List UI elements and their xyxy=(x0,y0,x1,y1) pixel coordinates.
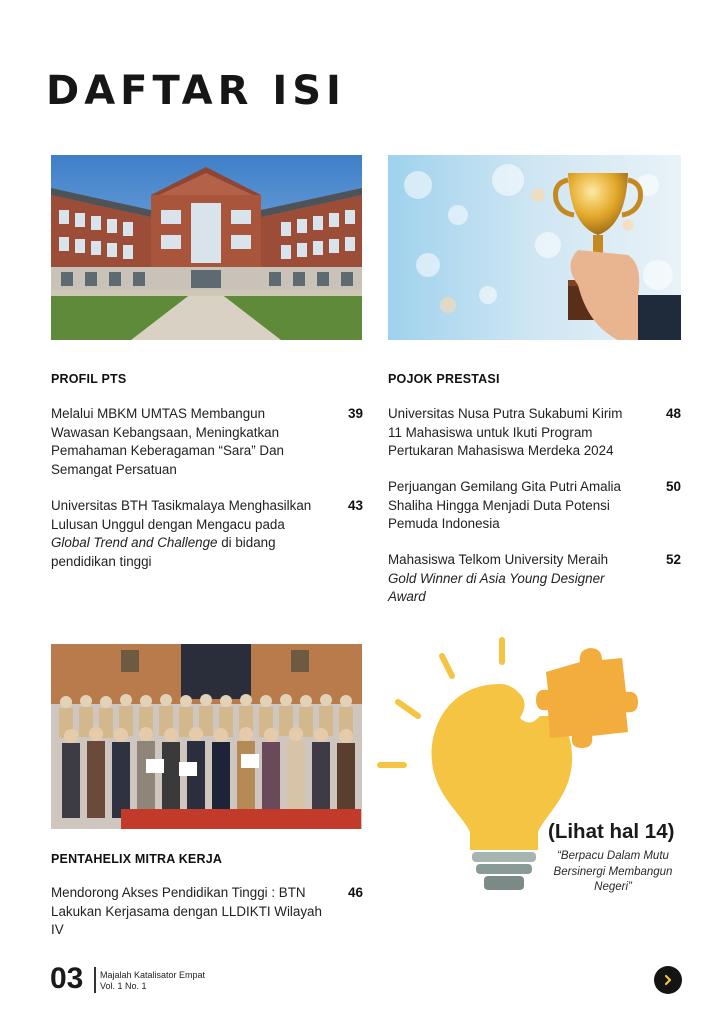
footer-divider xyxy=(94,967,96,993)
toc-entry-page: 48 xyxy=(665,406,681,421)
toc-entry-title: Mendorong Akses Pendidikan Tinggi : BTN Lakukan Kerjasama dengan LLDIKTI Wilayah IV xyxy=(51,885,322,937)
toc-entry-page: 43 xyxy=(347,498,363,513)
magazine-volume: Vol. 1 No. 1 xyxy=(100,981,147,991)
toc-entry-title: Universitas Nusa Putra Sukabumi Kirim 11 Mahasiswa untuk Ikuti Program Pertukaran Mahasiswa Merdeka 2024 xyxy=(388,406,623,458)
section-label-pentahelix: PENTAHELIX MITRA KERJA xyxy=(51,852,223,866)
toc-entry-title: Melalui MBKM UMTAS Membangun Wawasan Kebangsaan, Meningkatkan Pemahaman Keberagaman “Sara” Dan Semangat Persatuan xyxy=(51,406,284,477)
next-page-button[interactable] xyxy=(654,966,682,994)
toc-entry-page: 52 xyxy=(665,552,681,567)
toc-entry[interactable] xyxy=(388,478,681,534)
toc-entry-title: Perjuangan Gemilang Gita Putri Amalia Shaliha Hingga Menjadi Duta Potensi Pemuda Indonesia xyxy=(388,479,621,531)
group-photo xyxy=(51,644,362,829)
toc-entry-page: 46 xyxy=(347,885,363,900)
motto-quote: “Berpacu Dalam Mutu Bersinergi Membangun Negeri” xyxy=(553,850,673,893)
toc-entry-title-italic: Gold Winner di Asia Young Designer Award xyxy=(388,570,605,604)
toc-entry[interactable] xyxy=(51,405,363,479)
page-number: 03 xyxy=(50,962,84,995)
toc-entry[interactable] xyxy=(51,497,363,571)
toc-entry-title-italic: Global Trend and Challenge xyxy=(51,535,218,550)
page-title: DAFTAR ISI xyxy=(46,68,346,114)
toc-entry-page: 39 xyxy=(347,406,363,421)
section-label-pojok-prestasi: POJOK PRESTASI xyxy=(388,372,500,386)
toc-entry-title-part: di bidang pendidikan tinggi xyxy=(51,535,276,569)
university-building-photo xyxy=(51,155,362,340)
toc-entry[interactable] xyxy=(51,884,363,940)
see-page-callout: (Lihat hal 14) xyxy=(548,820,675,843)
toc-entry[interactable] xyxy=(388,551,681,607)
toc-entry-title-part: Mahasiswa Telkom University Meraih xyxy=(388,552,609,567)
section-label-profil-pts: PROFIL PTS xyxy=(51,372,127,386)
toc-entry-title xyxy=(51,497,319,571)
toc-entry[interactable] xyxy=(388,405,681,461)
toc-entry-title xyxy=(388,551,628,607)
chevron-right-icon xyxy=(661,973,675,987)
toc-entry-page: 50 xyxy=(665,479,681,494)
magazine-info xyxy=(100,970,205,992)
trophy-photo xyxy=(388,155,681,340)
toc-entry-title-part: Universitas BTH Tasikmalaya Menghasilkan Lulusan Unggul dengan Mengacu pada xyxy=(51,498,312,532)
magazine-name: Majalah Katalisator Empat xyxy=(100,970,206,980)
